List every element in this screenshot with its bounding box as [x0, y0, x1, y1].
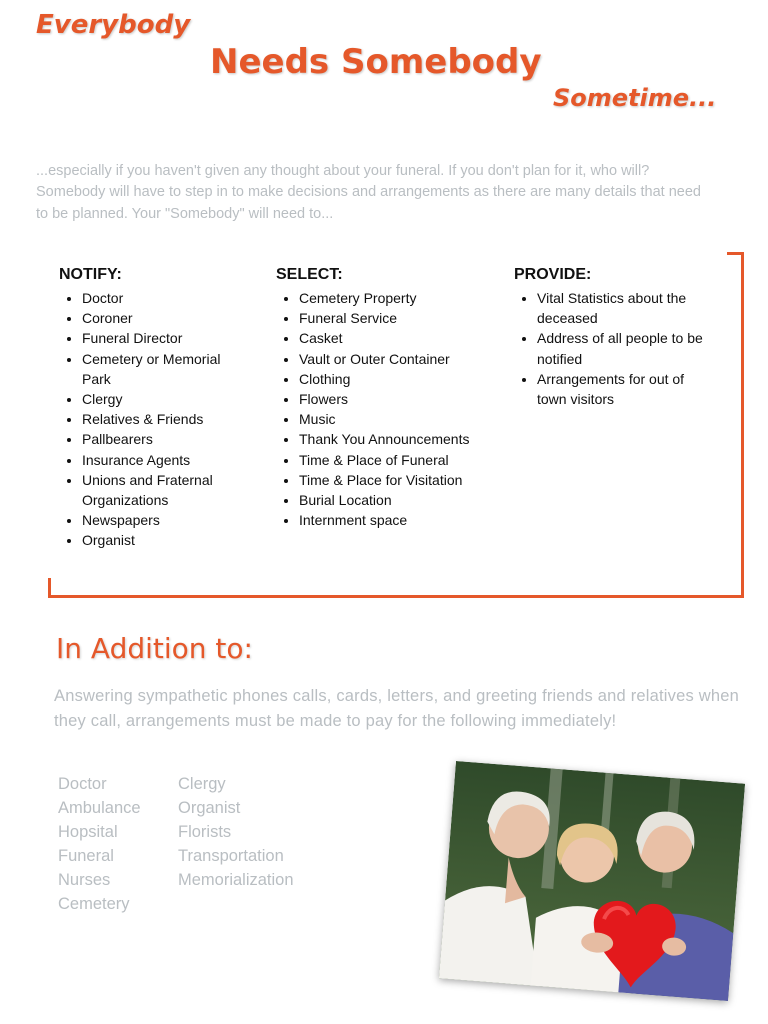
payment-list-left: [58, 772, 141, 916]
notify-column: [59, 266, 244, 551]
list-item: • Clergy: [82, 389, 244, 409]
provide-heading: PROVIDE:: [514, 266, 592, 283]
list-item: Clergy: [178, 775, 226, 793]
photo-three-women-heart: [439, 761, 745, 1001]
list-item: • Address of all people to be notified: [537, 328, 714, 368]
list-item: • Cemetery Property: [299, 288, 496, 308]
list-item: • Burial Location: [299, 490, 496, 510]
list-item: Transportation: [178, 847, 284, 865]
list-item: Organist: [178, 799, 241, 817]
list-item: • Clothing: [299, 369, 496, 389]
list-item: • Arrangements for out of town visitors: [537, 369, 714, 409]
list-item: Ambulance: [58, 799, 141, 817]
list-item: • Pallbearers: [82, 429, 244, 449]
in-addition-paragraph: Answering sympathetic phones calls, cards, letters, and greeting friends and relatives when they call, arrangements must be made to pay for the following immediately!: [54, 687, 739, 730]
list-item: Cemetery: [58, 895, 130, 913]
provide-list: [514, 288, 714, 409]
list-item: Hopsital: [58, 823, 118, 841]
frame-top-tick: [727, 252, 744, 255]
in-addition-heading: In Addition to:: [56, 632, 253, 665]
list-item: • Unions and Fraternal Organizations: [82, 470, 244, 510]
list-item: Florists: [178, 823, 232, 841]
frame-left-tick: [48, 578, 51, 598]
list-item: • Time & Place for Visitation: [299, 470, 496, 490]
list-item: • Relatives & Friends: [82, 409, 244, 429]
list-item: • Coroner: [82, 308, 244, 328]
intro-paragraph: ...especially if you haven't given any thought about your funeral. If you don't plan for it, who will? Somebody will have to step in to make decisions and arrangements as there are many details that need to be planned. Your "Somebody" will need to...: [36, 162, 701, 222]
select-column: [276, 266, 496, 530]
list-item: • Cemetery or Memorial Park: [82, 349, 244, 389]
list-item: • Flowers: [299, 389, 496, 409]
list-item: • Insurance Agents: [82, 450, 244, 470]
list-item: • Vital Statistics about the deceased: [537, 288, 714, 328]
select-list: [276, 288, 496, 530]
notify-heading: NOTIFY:: [59, 266, 122, 283]
list-item: • Doctor: [82, 288, 244, 308]
list-item: Nurses: [58, 871, 111, 889]
title-needs-somebody: Needs Somebody: [210, 42, 542, 82]
title-sometime: Sometime...: [553, 84, 717, 112]
list-item: Memorialization: [178, 871, 294, 889]
list-item: • Vault or Outer Container: [299, 349, 496, 369]
list-item: Funeral: [58, 847, 114, 865]
list-item: • Funeral Director: [82, 328, 244, 348]
select-heading: SELECT:: [276, 266, 343, 283]
list-item: Doctor: [58, 775, 107, 793]
notify-list: [59, 288, 244, 551]
list-item: • Internment space: [299, 510, 496, 530]
list-item: • Time & Place of Funeral: [299, 450, 496, 470]
provide-column: [514, 266, 714, 409]
title-everybody: Everybody: [36, 10, 191, 40]
payment-list-right: [178, 772, 294, 892]
list-item: • Casket: [299, 328, 496, 348]
photo-illustration: [439, 761, 745, 1001]
list-item: • Organist: [82, 530, 244, 550]
list-item: • Music: [299, 409, 496, 429]
list-item: • Funeral Service: [299, 308, 496, 328]
list-item: • Newspapers: [82, 510, 244, 530]
list-item: • Thank You Announcements: [299, 429, 496, 449]
